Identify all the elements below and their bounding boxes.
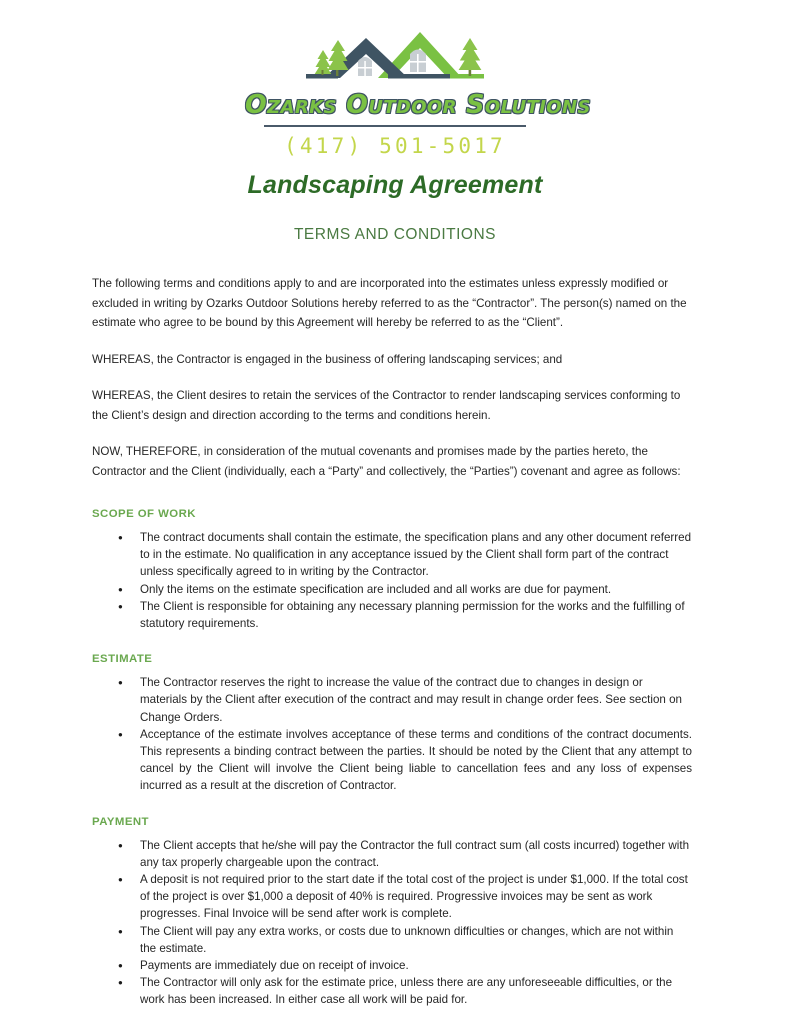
list-item: ● The Contractor reserves the right to increase the value of the contract due to changes in design or materials by the Client after execution of the contract and may result in change order fees. See section on Change Orders. <box>92 674 692 726</box>
company-logo <box>245 0 591 158</box>
scope-of-work-list <box>92 529 692 632</box>
payment-list <box>92 837 692 1009</box>
list-item: ● The contract documents shall contain the estimate, the specification plans and any other document referred to in the estimate. No qualification in any acceptance issued by the Client shall form part of the contract unless specifically agreed to in writing by the Contractor. <box>92 529 692 581</box>
list-item: ● Only the items on the estimate specification are included and all works are due for payment. <box>92 581 692 598</box>
section-heading: SCOPE OF WORK <box>92 508 196 520</box>
list-item: ● The Client is responsible for obtaining any necessary planning permission for the works and the fulfilling of statutory requirements. <box>92 598 692 632</box>
intro-paragraph-1: The following terms and conditions apply to and are incorporated into the estimates unless expressly modified or excluded in writing by Ozarks Outdoor Solutions hereby referred to as the “Contractor”. The person(s) named on the estimate who agree to be bound by this Agreement will hereby be referred to as the “Client”. <box>92 277 687 329</box>
list-item: ● Payments are immediately due on receipt of invoice. <box>92 957 692 974</box>
section-estimate <box>92 653 692 794</box>
intro-paragraph-4: NOW, THEREFORE, in consideration of the mutual covenants and promises made by the parties hereto, the Contractor and the Client (individually, each a “Party” and collectively, the “Parties”) covenant and agree as follows: <box>92 445 681 478</box>
intro-paragraph-2: WHEREAS, the Contractor is engaged in the business of offering landscaping services; and <box>92 352 563 366</box>
list-item: ● A deposit is not required prior to the start date if the total cost of the project is under $1,000. If the total cost of the project is over $1,000 a deposit of 40% is required. Progressive invoices may be sent as work progresses. Final Invoice will be send after work is complete. <box>92 871 692 923</box>
section-payment <box>92 816 692 1009</box>
page-title: Landscaping Agreement <box>247 170 543 199</box>
logo-phone-number: (417) 501-5017 <box>284 133 506 158</box>
list-item: ● The Contractor will only ask for the estimate price, unless there are any unforeseeable difficulties, or the work has been increased. In either case all work will be paid for. <box>92 974 692 1008</box>
intro-paragraph-3: WHEREAS, the Client desires to retain the services of the Contractor to render landscaping services conforming to the Client’s design and direction according to the terms and conditions herein. <box>92 389 681 422</box>
logo-divider <box>264 125 526 127</box>
section-heading: PAYMENT <box>92 815 149 828</box>
section-scope-of-work <box>92 508 692 632</box>
list-item: ● Acceptance of the estimate involves acceptance of these terms and conditions of the contract documents. This represents a binding contract between the parties. It should be noted by the Client that any attempt to cancel by the Client will involve the Client being liable to cancellation fees and any loss of expenses incurred as a result at the discretion of Contractor. <box>92 726 692 795</box>
list-item: ● The Client will pay any extra works, or costs due to unknown difficulties or changes, which are not within the estimate. <box>92 923 692 957</box>
logo-wordmark: Ozarks Outdoor Solutions <box>245 90 591 120</box>
document-body <box>92 274 692 1009</box>
house-and-trees-logo-icon <box>270 26 520 86</box>
estimate-list <box>92 674 692 794</box>
page-subtitle: TERMS AND CONDITIONS <box>293 225 497 243</box>
section-heading: ESTIMATE <box>92 653 153 666</box>
list-item: ● The Client accepts that he/she will pay the Contractor the full contract sum (all costs incurred) together with any tax properly chargeable upon the contract. <box>92 837 692 871</box>
